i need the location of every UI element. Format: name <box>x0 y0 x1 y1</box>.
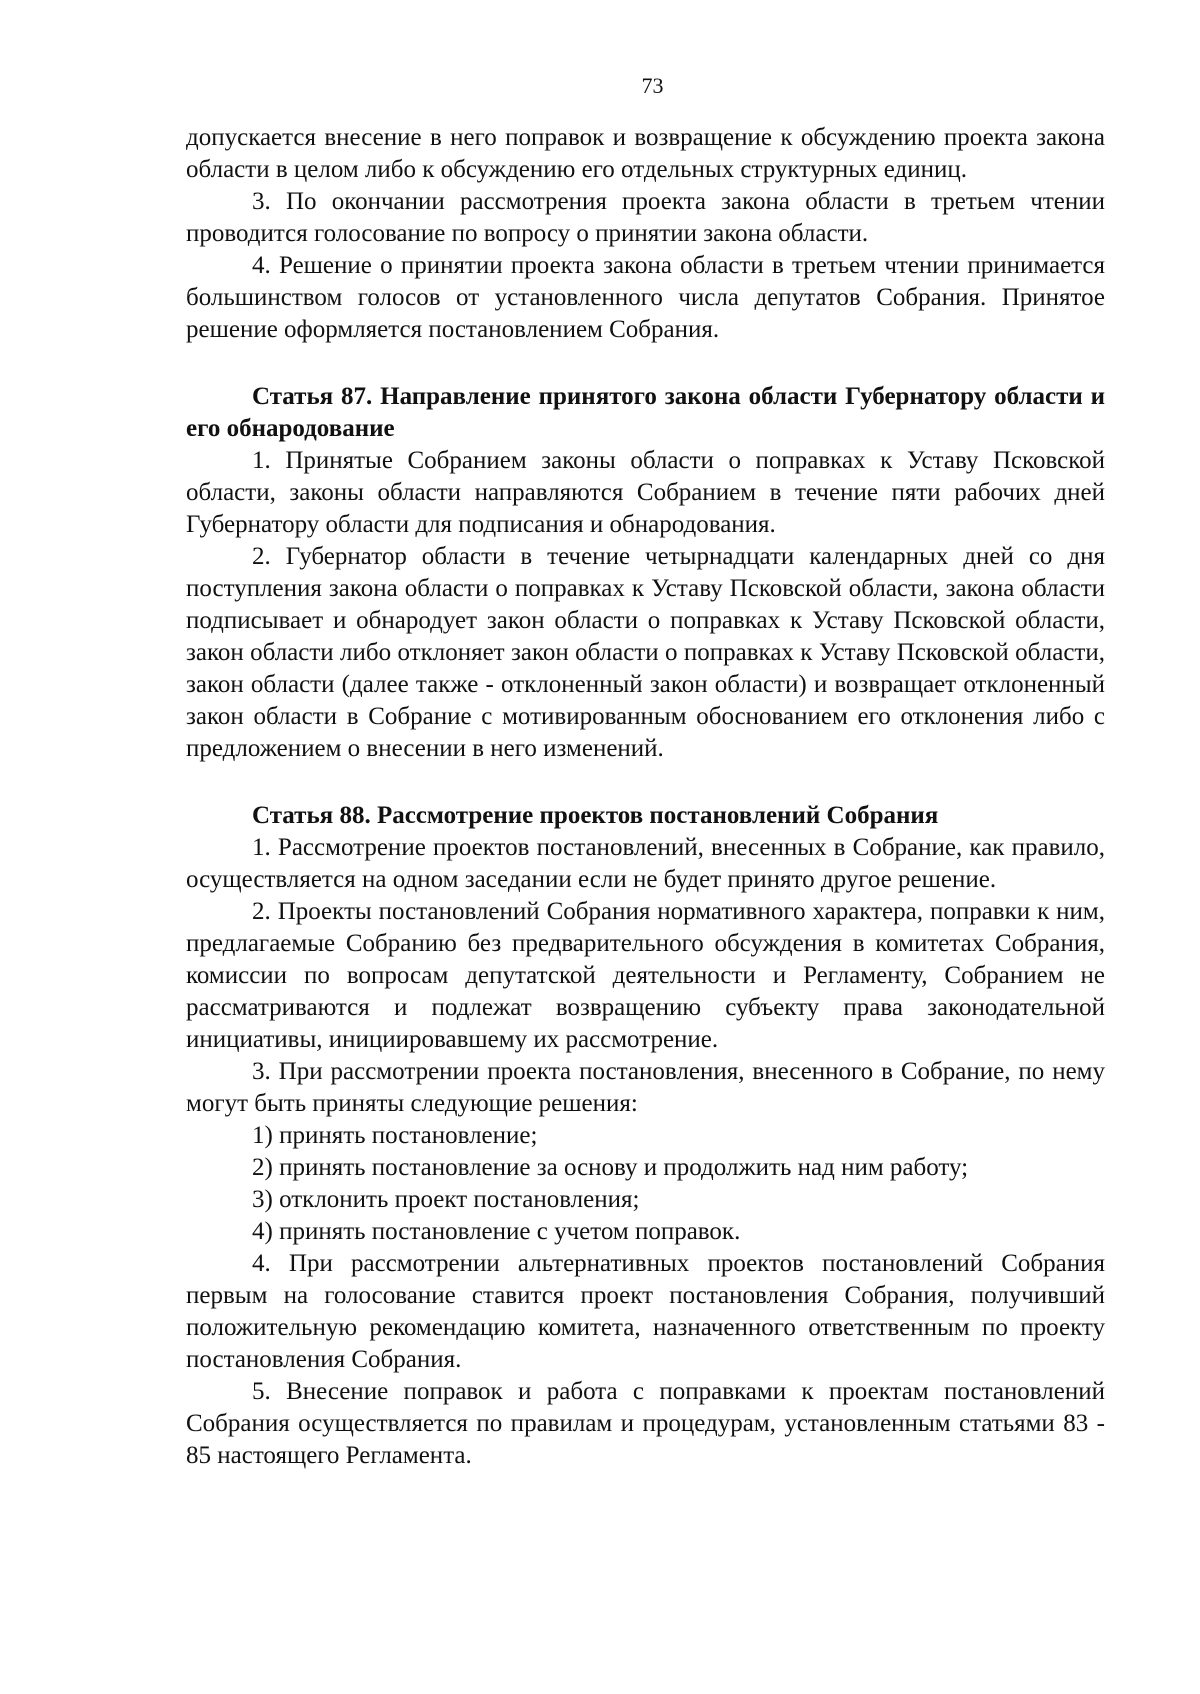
article-88-paragraph-1: 1. Рассмотрение проектов постановлений, внесенных в Собрание, как правило, осуществляется на одном заседании если не будет принято другое решение. <box>186 834 1105 893</box>
article-87-heading: Статья 87. Направление принятого закона области Губернатору области и его обнародование <box>186 383 1105 442</box>
article-87-paragraph-1: 1. Принятые Собранием законы области о поправках к Уставу Псковской области, законы области направляются Собранием в течение пяти рабочих дней Губернатору области для подписания и обнародования. <box>186 447 1105 538</box>
article-88-paragraph-2: 2. Проекты постановлений Собрания нормативного характера, поправки к ним, предлагаемые Собранию без предварительного обсуждения в комитетах Собрания, комиссии по вопросам депутатской деятельности и Регламенту, Собранием не рассматриваются и подлежат возвращению субъекту права законодательной инициативы, инициировавшему их рассмотрение. <box>186 898 1105 1053</box>
paragraph-continuation: допускается внесение в него поправок и возвращение к обсуждению проекта закона области в целом либо к обсуждению его отдельных структурных единиц. <box>186 124 1105 183</box>
article-88-paragraph-4: 4. При рассмотрении альтернативных проектов постановлений Собрания первым на голосование ставится проект постановления Собрания, получивший положительную рекомендацию комитета, назначенного ответственным по проекту постановления Собрания. <box>186 1250 1105 1373</box>
article-87-paragraph-2: 2. Губернатор области в течение четырнадцати календарных дней со дня поступления закона области о поправках к Уставу Псковской области, закона области подписывает и обнародует закон области о поправках к Уставу Псковской области, закон области либо отклоняет закон области о поправках к Уставу Псковской области, закон области (далее также - отклоненный закон области) и возвращает отклоненный закон области в Собрание с мотивированным обоснованием его отклонения либо с предложением о внесении в него изменений. <box>186 543 1105 762</box>
article-88-paragraph-3: 3. При рассмотрении проекта постановления, внесенного в Собрание, по нему могут быть приняты следующие решения: <box>186 1058 1105 1117</box>
decision-list-item: 1) принять постановление; <box>252 1122 538 1149</box>
paragraph-item-4: 4. Решение о принятии проекта закона области в третьем чтении принимается большинством голосов от установленного числа депутатов Собрания. Принятое решение оформляется постановлением Собрания. <box>186 252 1105 343</box>
decision-list-item: 2) принять постановление за основу и продолжить над ним работу; <box>252 1154 969 1181</box>
page-number: 73 <box>641 73 664 98</box>
article-88-paragraph-5: 5. Внесение поправок и работа с поправками к проектам постановлений Собрания осуществляется по правилам и процедурам, установленным статьями 83 - 85 настоящего Регламента. <box>186 1378 1105 1469</box>
paragraph-item-3: 3. По окончании рассмотрения проекта закона области в третьем чтении проводится голосование по вопросу о принятии закона области. <box>186 188 1105 247</box>
decision-list-item: 3) отклонить проект постановления; <box>252 1186 640 1213</box>
decision-list-item: 4) принять постановление с учетом поправок. <box>252 1218 741 1245</box>
article-88-heading: Статья 88. Рассмотрение проектов постановлений Собрания <box>252 802 939 829</box>
document-body <box>186 122 1105 1472</box>
